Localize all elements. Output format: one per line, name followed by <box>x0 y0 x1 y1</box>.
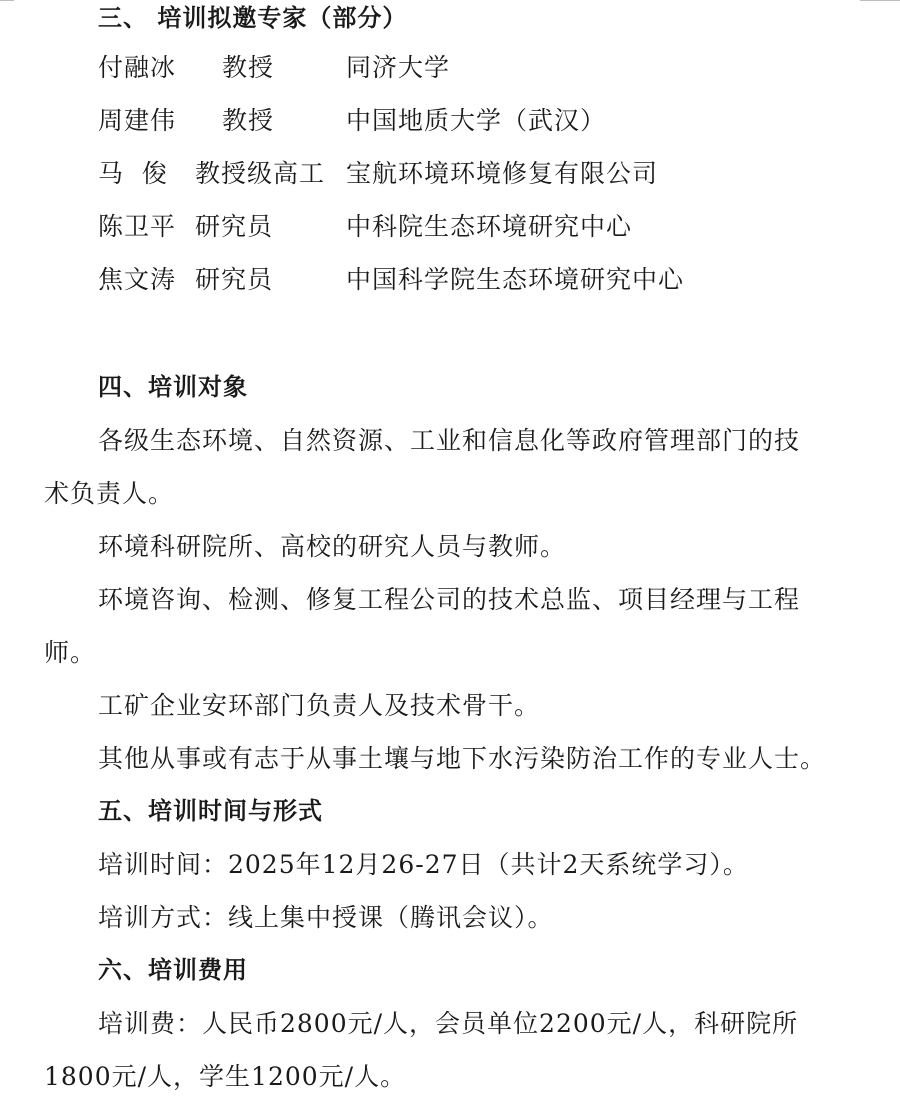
section-heading-time: 五、培训时间与形式 <box>98 797 323 825</box>
section-heading-experts: 三、 培训拟邀专家（部分） <box>98 4 408 32</box>
expert-org: 同济大学 <box>346 53 451 82</box>
expert-name: 周建伟 <box>98 106 177 135</box>
expert-title: 教授 <box>222 106 275 135</box>
paragraph-line: 环境科研院所、高校的研究人员与教师。 <box>98 532 567 561</box>
expert-org: 中国地质大学（武汉） <box>346 106 607 135</box>
section-heading-audience: 四、培训对象 <box>98 373 248 401</box>
paragraph-line: 各级生态环境、自然资源、工业和信息化等政府管理部门的技 <box>98 426 801 455</box>
expert-name: 焦文涛 <box>98 265 177 294</box>
paragraph-line: 1800元/人，学生1200元/人。 <box>44 1062 407 1091</box>
expert-title: 教授 <box>222 53 275 82</box>
paragraph-line: 工矿企业安环部门负责人及技术骨干。 <box>98 691 541 720</box>
paragraph-line: 其他从事或有志于从事土壤与地下水污染防治工作的专业人士。 <box>98 744 827 773</box>
paragraph-line: 培训方式：线上集中授课（腾讯会议）。 <box>98 903 554 932</box>
section-heading-fee: 六、培训费用 <box>98 956 248 984</box>
expert-org: 宝航环境环境修复有限公司 <box>346 159 659 188</box>
expert-title: 研究员 <box>195 265 274 294</box>
expert-name: 马 俊 <box>98 159 168 188</box>
paragraph-line: 环境咨询、检测、修复工程公司的技术总监、项目经理与工程 <box>98 585 801 614</box>
expert-org: 中科院生态环境研究中心 <box>346 212 633 241</box>
paragraph-line: 师。 <box>44 638 97 667</box>
expert-title: 教授级高工 <box>195 159 326 188</box>
expert-name: 陈卫平 <box>98 212 177 241</box>
expert-name: 付融冰 <box>98 53 177 82</box>
paragraph-line: 培训费：人民币2800元/人，会员单位2200元/人，科研院所 <box>98 1009 799 1038</box>
expert-org: 中国科学院生态环境研究中心 <box>346 265 685 294</box>
expert-title: 研究员 <box>195 212 274 241</box>
paragraph-line: 培训时间：2025年12月26-27日（共计2天系统学习）。 <box>98 850 749 879</box>
paragraph-line: 术负责人。 <box>44 479 175 508</box>
